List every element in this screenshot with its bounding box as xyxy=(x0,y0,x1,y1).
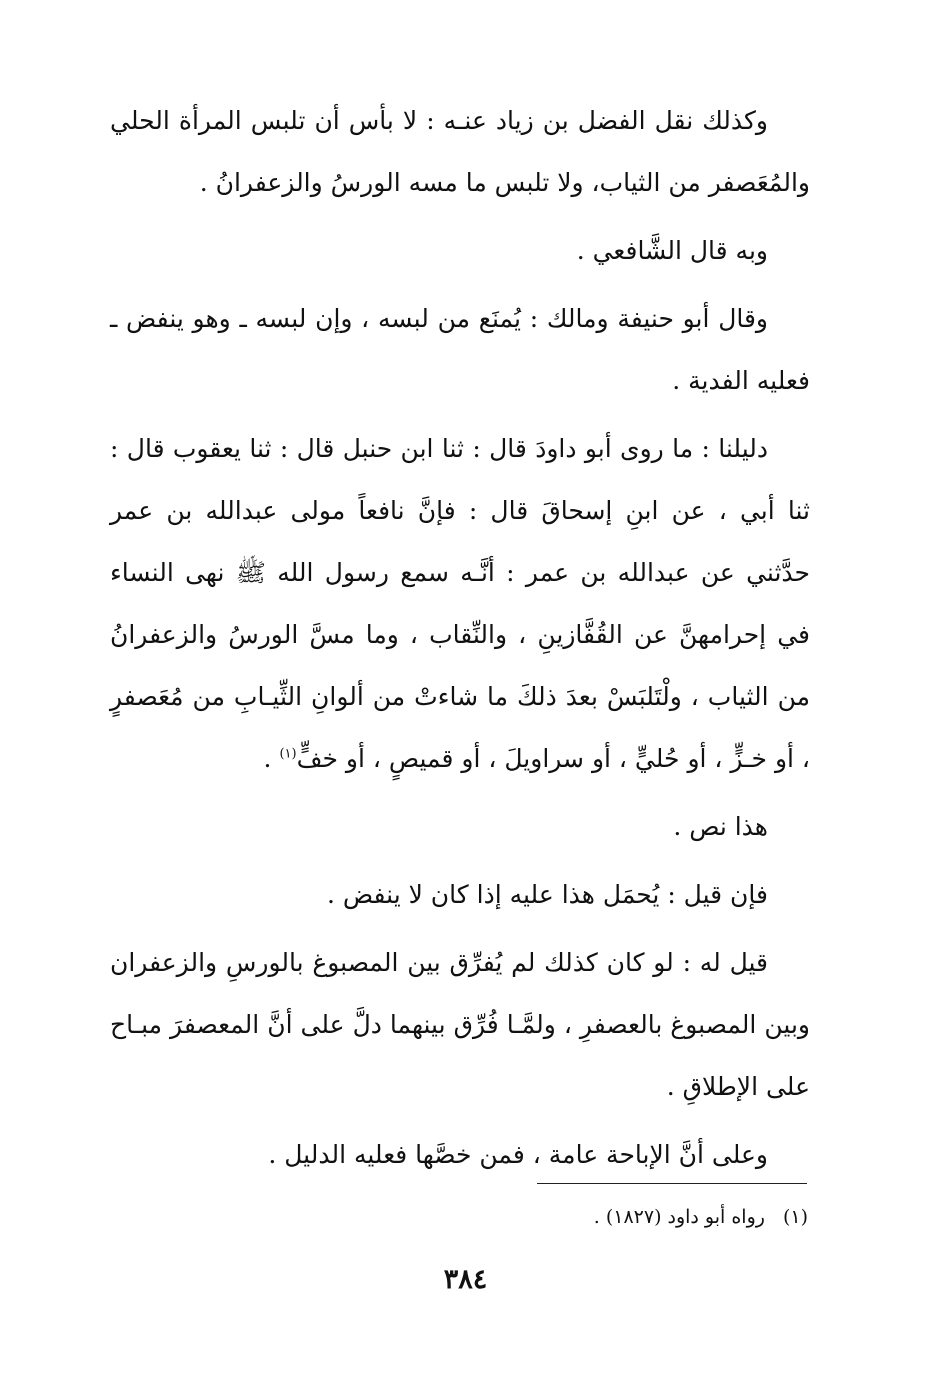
main-text xyxy=(110,90,810,1192)
paragraph-7: قيل له : لو كان كذلك لم يُفرِّق بين المصبوغ بالورسِ والزعفران وبين المصبوغ بالعصفرِ ، ولمَّـا فُرِّق بينهما دلَّ على أنَّ المعصفرَ مبـاح على الإطلاقِ . xyxy=(110,948,810,1101)
paragraph-8: وعلى أنَّ الإباحة عامة ، فمن خصَّها فعليه الدليل . xyxy=(268,1140,768,1169)
footnote-marker: (١) xyxy=(782,1206,808,1228)
paragraph-4-end: . xyxy=(263,744,280,773)
footnote-reference: (١) xyxy=(279,746,297,762)
footnote xyxy=(300,1200,808,1234)
footnote-text: رواه أبو داود (١٨٢٧) . xyxy=(593,1206,765,1228)
footnote-divider xyxy=(537,1183,807,1184)
page-number: ٣٨٤ xyxy=(443,1264,488,1295)
paragraph-1: وكذلك نقل الفضل بن زياد عنـه : لا بأس أن تلبس المرأة الحلي والمُعَصفر من الثياب، ولا تلبس ما مسه الورسُ والزعفرانُ . xyxy=(110,106,810,197)
paragraph-3: وقال أبو حنيفة ومالك : يُمنَع من لبسه ، وإن لبسه ـ وهو ينفض ـ فعليه الفدية . xyxy=(110,304,810,395)
paragraph-2: وبه قال الشَّافعي . xyxy=(576,236,768,265)
paragraph-4-text: دليلنا : ما روى أبو داودَ قال : ثنا ابن حنبل قال : ثنا يعقوب قال : ثنا أبي ، عن ابنِ إسحاقَ قال : فإنَّ نافعاً مولى عبدالله بن عمر حدَّثني عن عبدالله بن عمر : أنَّـه سمع رسول الله ﷺ نهى النساء في إحرامهنَّ عن القُفَّازينِ ، والنِّقاب ، وما مسَّ الورسُ والزعفرانُ من الثياب ، ولْتَلبَسْ بعدَ ذلكَ ما شاءتْ من ألوانِ الثِّيـابِ من مُعَصفرٍ ، أو خـزٍّ ، أو حُليٍّ ، أو سراويلَ ، أو قميصٍ ، أو خفٍّ xyxy=(110,434,810,773)
paragraph-4 xyxy=(110,418,810,790)
paragraph-5: هذا نص . xyxy=(673,812,768,841)
paragraph-6: فإن قيل : يُحمَل هذا عليه إذا كان لا ينفض . xyxy=(326,880,768,909)
